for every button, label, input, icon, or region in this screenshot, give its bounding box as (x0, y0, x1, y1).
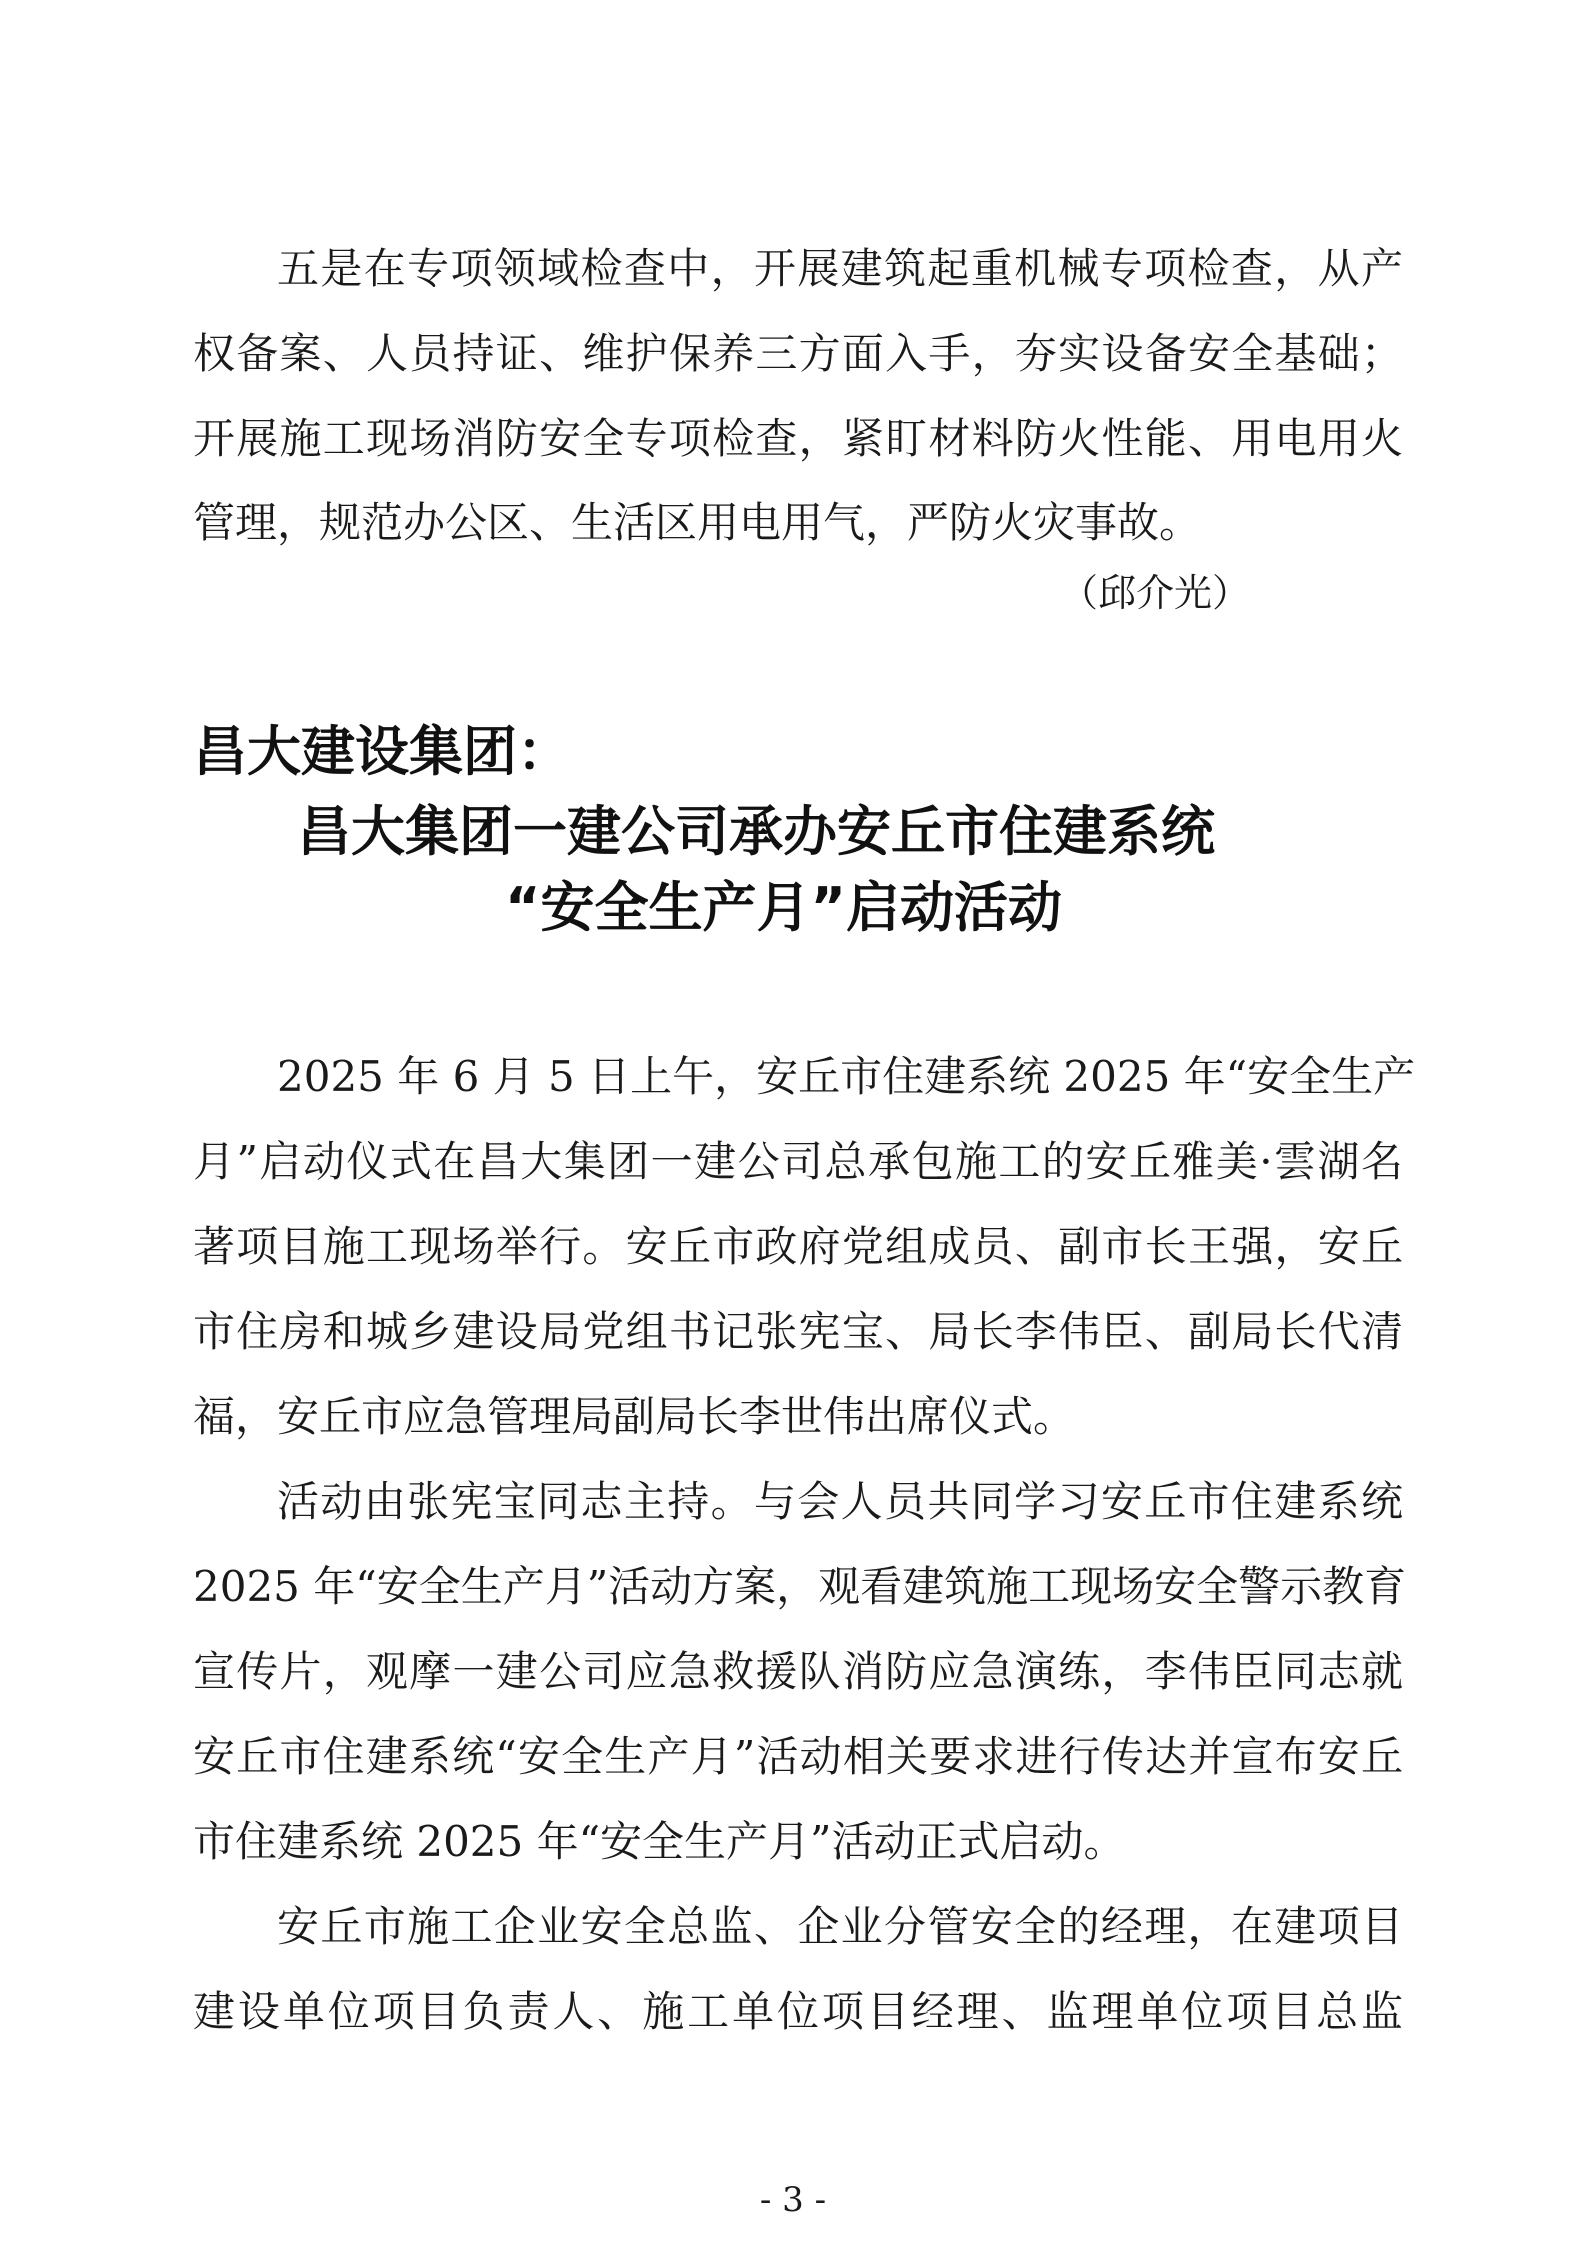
paragraph-1-line-3: 开展施工现场消防安全专项检查，紧盯材料防火性能、用电用火 (193, 414, 1403, 463)
paragraph-1-line-2: 权备案、人员持证、维护保养三方面入手，夯实设备安全基础； (193, 329, 1403, 378)
author-credit: （邱介光） (1060, 571, 1251, 615)
paragraph-2-line-3: 著项目施工现场举行。安丘市政府党组成员、副市长王强，安丘 (193, 1222, 1403, 1271)
paragraph-2-line-5: 福，安丘市应急管理局副局长李世伟出席仪式。 (193, 1392, 1076, 1441)
paragraph-3-line-2: 2025 年“安全生产月”活动方案，观看建筑施工现场安全警示教育 (193, 1562, 1407, 1611)
section-title-line-2: “安全生产月”启动活动 (505, 876, 1062, 939)
paragraph-1-line-4: 管理，规范办公区、生活区用电用气，严防火灾事故。 (193, 498, 1202, 547)
paragraph-4-line-1: 安丘市施工企业安全总监、企业分管安全的经理，在建项目 (277, 1902, 1403, 1951)
section-org-heading: 昌大建设集团： (193, 720, 571, 783)
section-title-line-1: 昌大集团一建公司承办安丘市住建系统 (297, 800, 1215, 863)
paragraph-2-line-2: 月”启动仪式在昌大集团一建公司总承包施工的安丘雅美·雲湖名 (193, 1137, 1403, 1186)
paragraph-1-line-1: 五是在专项领域检查中，开展建筑起重机械专项检查，从产 (277, 244, 1403, 293)
paragraph-4-line-2: 建设单位项目负责人、施工单位项目经理、监理单位项目总监 (193, 1987, 1403, 2036)
paragraph-2-line-4: 市住房和城乡建设局党组书记张宪宝、局长李伟臣、副局长代清 (193, 1307, 1403, 1356)
page-number: - 3 - (759, 2180, 827, 2220)
paragraph-2-line-1: 2025 年 6 月 5 日上午，安丘市住建系统 2025 年“安全生产 (277, 1052, 1416, 1101)
paragraph-3-line-3: 宣传片，观摩一建公司应急救援队消防应急演练，李伟臣同志就 (193, 1647, 1403, 1696)
paragraph-3-line-1: 活动由张宪宝同志主持。与会人员共同学习安丘市住建系统 (277, 1477, 1403, 1526)
paragraph-3-line-4: 安丘市住建系统“安全生产月”活动相关要求进行传达并宣布安丘 (193, 1732, 1403, 1781)
paragraph-3-line-5: 市住建系统 2025 年“安全生产月”活动正式启动。 (193, 1817, 1126, 1866)
